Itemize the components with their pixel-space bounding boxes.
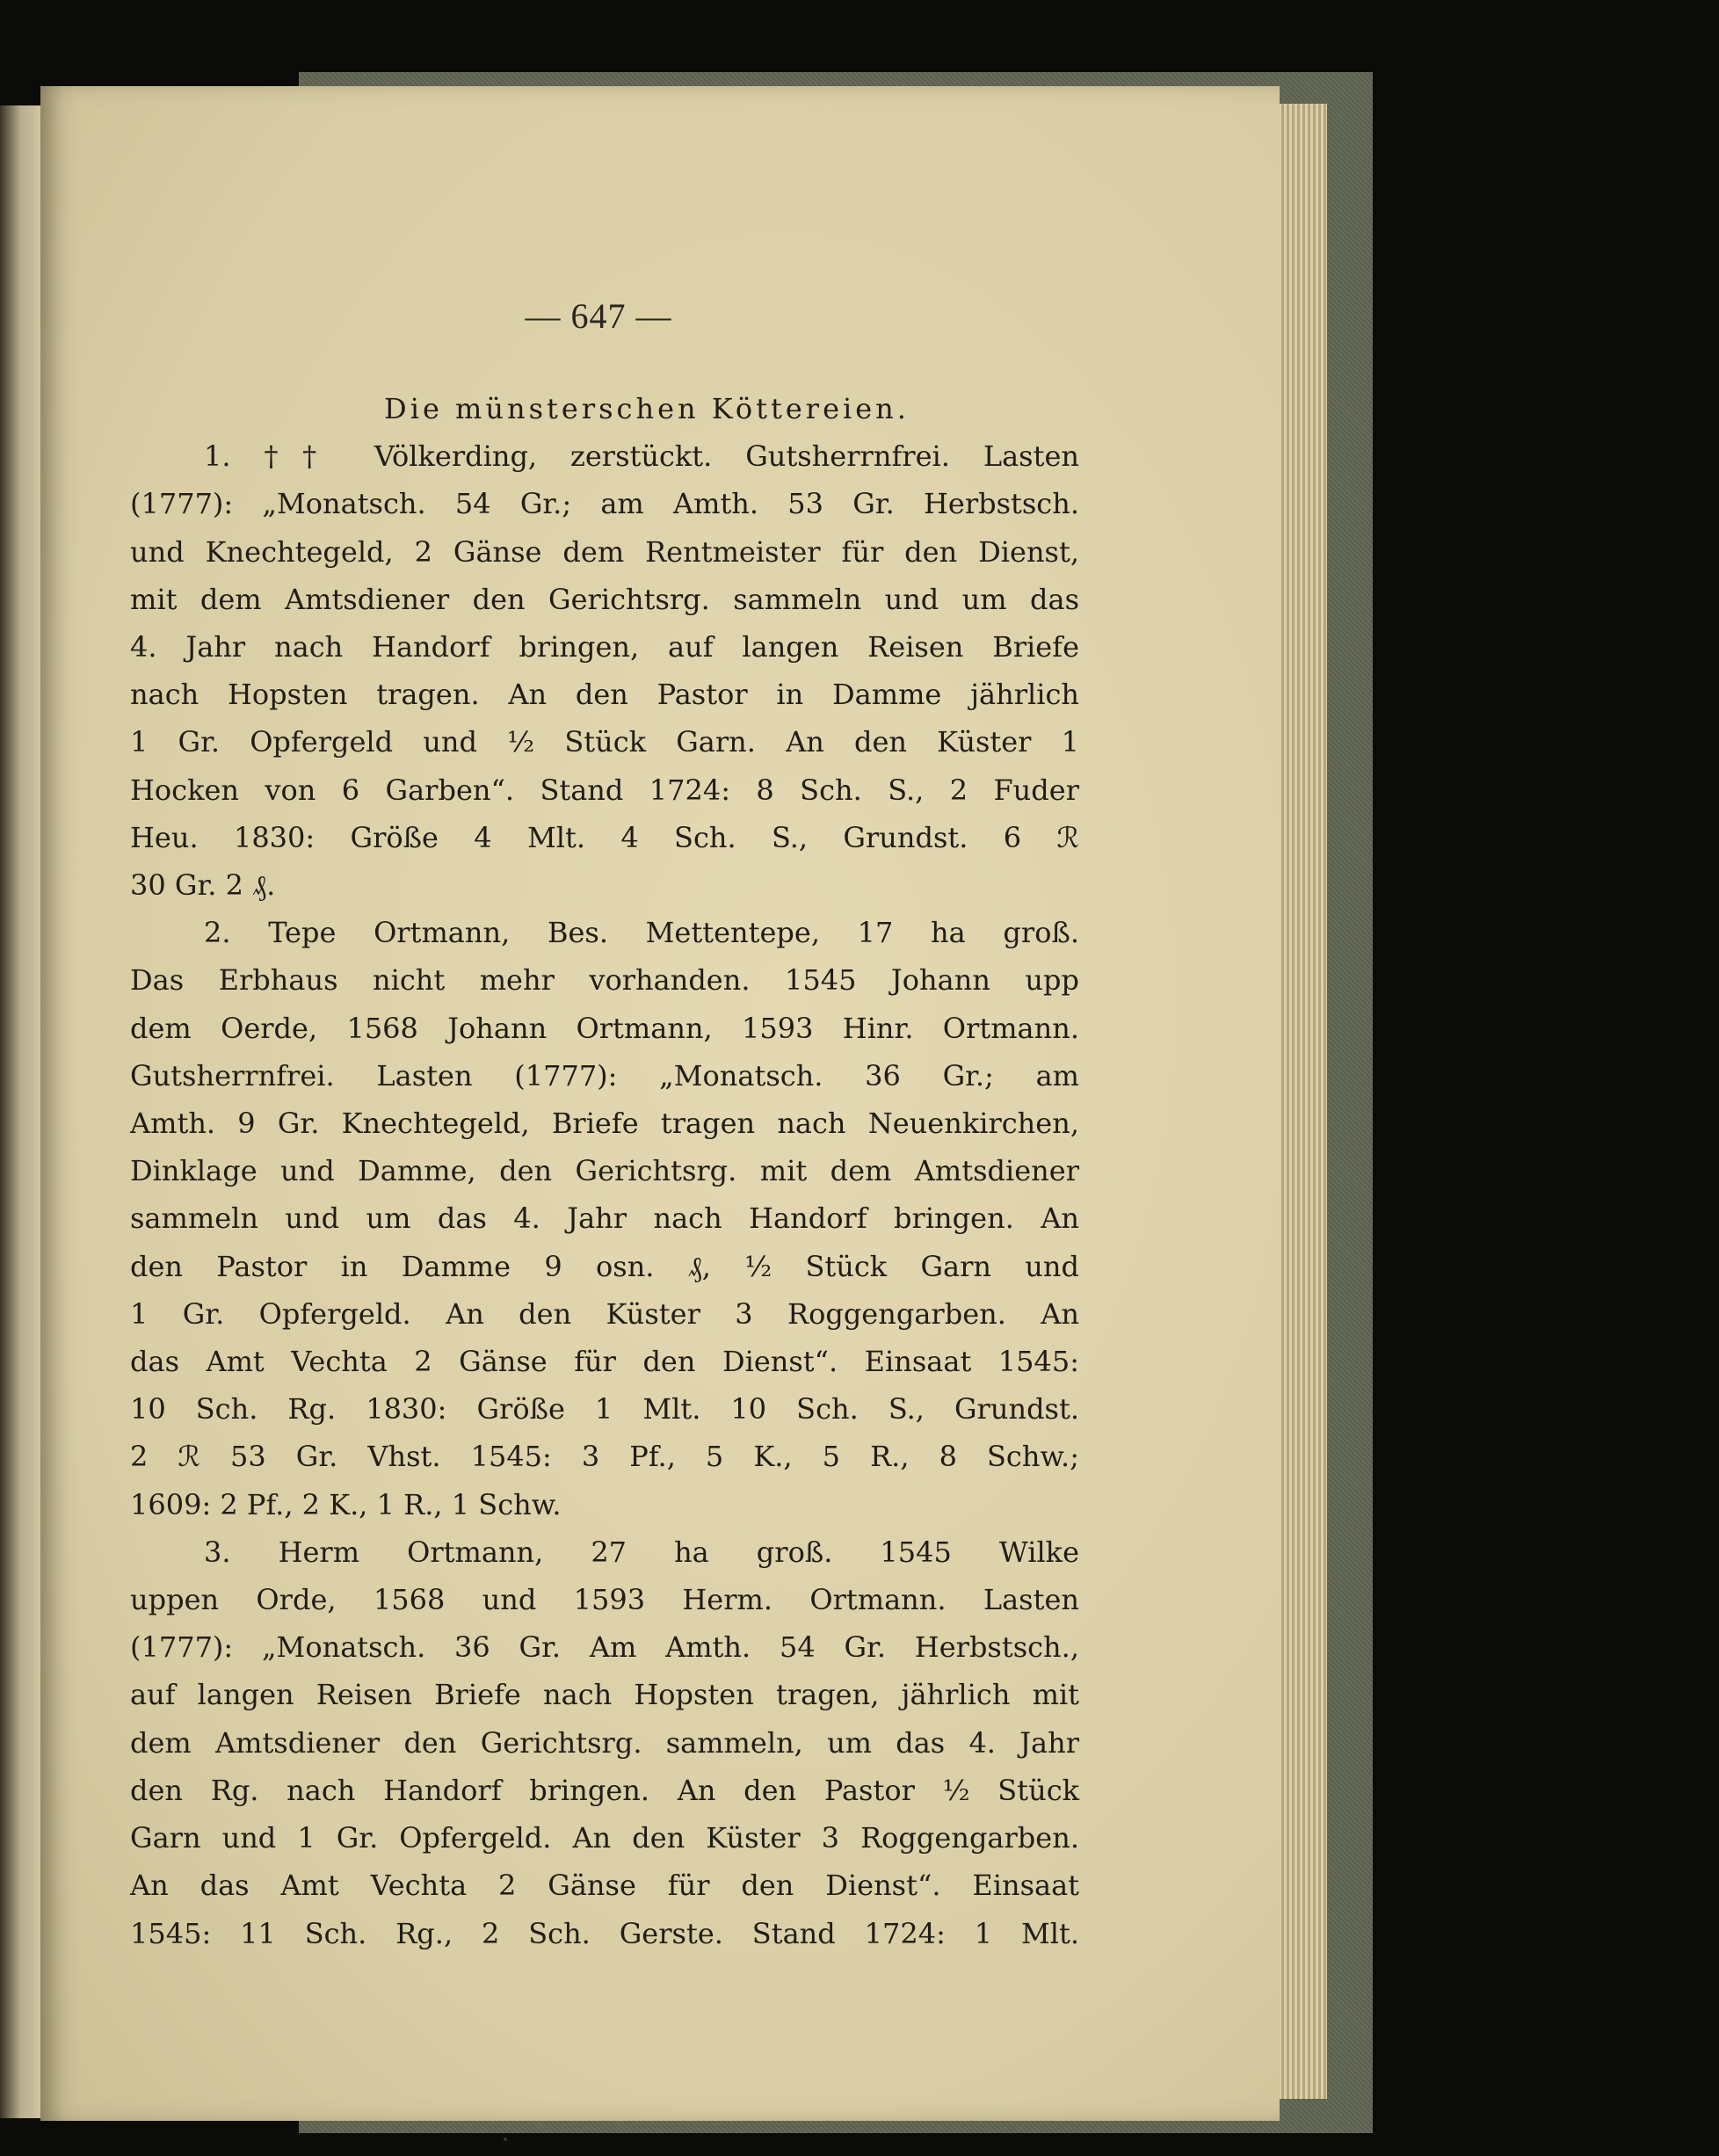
text-line: 1609: 2 Pf., 2 K., 1 R., 1 Schw. bbox=[130, 1487, 562, 1521]
text-line: und Knechtegeld, 2 Gänse dem Rentmeister für den Dienst, bbox=[130, 534, 1079, 569]
text-line: uppen Orde, 1568 und 1593 Herm. Ortmann. Lasten bbox=[130, 1583, 1079, 1617]
text-line: Hocken von 6 Garben“. Stand 1724: 8 Sch. S., 2 Fuder bbox=[130, 773, 1079, 807]
book-page bbox=[40, 86, 1280, 2121]
text-line: auf langen Reisen Briefe nach Hopsten tragen, jährlich mit bbox=[130, 1678, 1079, 1712]
text-line: nach Hopsten tragen. An den Pastor in Damme jährlich bbox=[130, 678, 1079, 712]
text-line: 30 Gr. 2 ₰. bbox=[130, 868, 276, 903]
text-line: 1 Gr. Opfergeld und ½ Stück Garn. An den Küster 1 bbox=[130, 725, 1079, 759]
text-line: Amth. 9 Gr. Knechtegeld, Briefe tragen nach Neuenkirchen, bbox=[130, 1107, 1079, 1141]
page-text bbox=[130, 385, 1079, 1957]
text-line: 1. †† Völkerding, zerstückt. Gutsherrnfrei. Lasten bbox=[204, 439, 1079, 474]
text-line: sammeln und um das 4. Jahr nach Handorf bringen. An bbox=[130, 1201, 1079, 1236]
text-line: 4. Jahr nach Handorf bringen, auf langen Reisen Briefe bbox=[130, 630, 1079, 664]
entry-3 bbox=[130, 1528, 1079, 1957]
text-line: das Amt Vechta 2 Gänse für den Dienst“. Einsaat 1545: bbox=[130, 1345, 1079, 1379]
text-line: Dinklage und Damme, den Gerichtsrg. mit dem Amtsdiener bbox=[130, 1154, 1079, 1188]
text-line: 10 Sch. Rg. 1830: Größe 1 Mlt. 10 Sch. S., Grundst. bbox=[130, 1392, 1079, 1426]
text-line: 1 Gr. Opfergeld. An den Küster 3 Roggengarben. An bbox=[130, 1296, 1079, 1331]
entry-2 bbox=[130, 909, 1079, 1528]
section-heading: Die münsterschen Köttereien. bbox=[384, 392, 910, 425]
text-line: 2. Tepe Ortmann, Bes. Mettentepe, 17 ha groß. bbox=[204, 916, 1079, 950]
text-line: dem Oerde, 1568 Johann Ortmann, 1593 Hinr. Ortmann. bbox=[130, 1011, 1079, 1045]
text-line: (1777): „Monatsch. 36 Gr. Am Amth. 54 Gr. Herbstsch., bbox=[130, 1630, 1079, 1665]
text-line: Heu. 1830: Größe 4 Mlt. 4 Sch. S., Grundst. 6 ℛ bbox=[130, 820, 1079, 854]
entry-1 bbox=[130, 432, 1079, 909]
text-line: 1545: 11 Sch. Rg., 2 Sch. Gerste. Stand 1724: 1 Mlt. bbox=[130, 1916, 1079, 1950]
text-line: den Pastor in Damme 9 osn. ₰, ½ Stück Garn und bbox=[130, 1249, 1079, 1283]
text-line: 3. Herm Ortmann, 27 ha groß. 1545 Wilke bbox=[204, 1535, 1079, 1569]
text-line: (1777): „Monatsch. 54 Gr.; am Amth. 53 Gr. Herbstsch. bbox=[130, 487, 1079, 521]
text-line: Garn und 1 Gr. Opfergeld. An den Küster 3 Roggengarben. bbox=[130, 1821, 1079, 1855]
page-number: — 647 — bbox=[525, 296, 672, 336]
facing-page-edge bbox=[0, 105, 46, 2118]
text-line: Das Erbhaus nicht mehr vorhanden. 1545 Johann upp bbox=[130, 963, 1079, 998]
text-line: mit dem Amtsdiener den Gerichtsrg. sammeln und um das bbox=[130, 582, 1079, 616]
text-line: Gutsherrnfrei. Lasten (1777): „Monatsch. 36 Gr.; am bbox=[130, 1058, 1079, 1093]
text-line: An das Amt Vechta 2 Gänse für den Dienst“. Einsaat bbox=[130, 1869, 1079, 1903]
text-line: 2 ℛ 53 Gr. Vhst. 1545: 3 Pf., 5 K., 5 R., 8 Schw.; bbox=[130, 1440, 1079, 1474]
text-line: den Rg. nach Handorf bringen. An den Pastor ½ Stück bbox=[130, 1773, 1079, 1807]
ink-speck bbox=[504, 2138, 507, 2141]
text-line: dem Amtsdiener den Gerichtsrg. sammeln, um das 4. Jahr bbox=[130, 1725, 1079, 1760]
